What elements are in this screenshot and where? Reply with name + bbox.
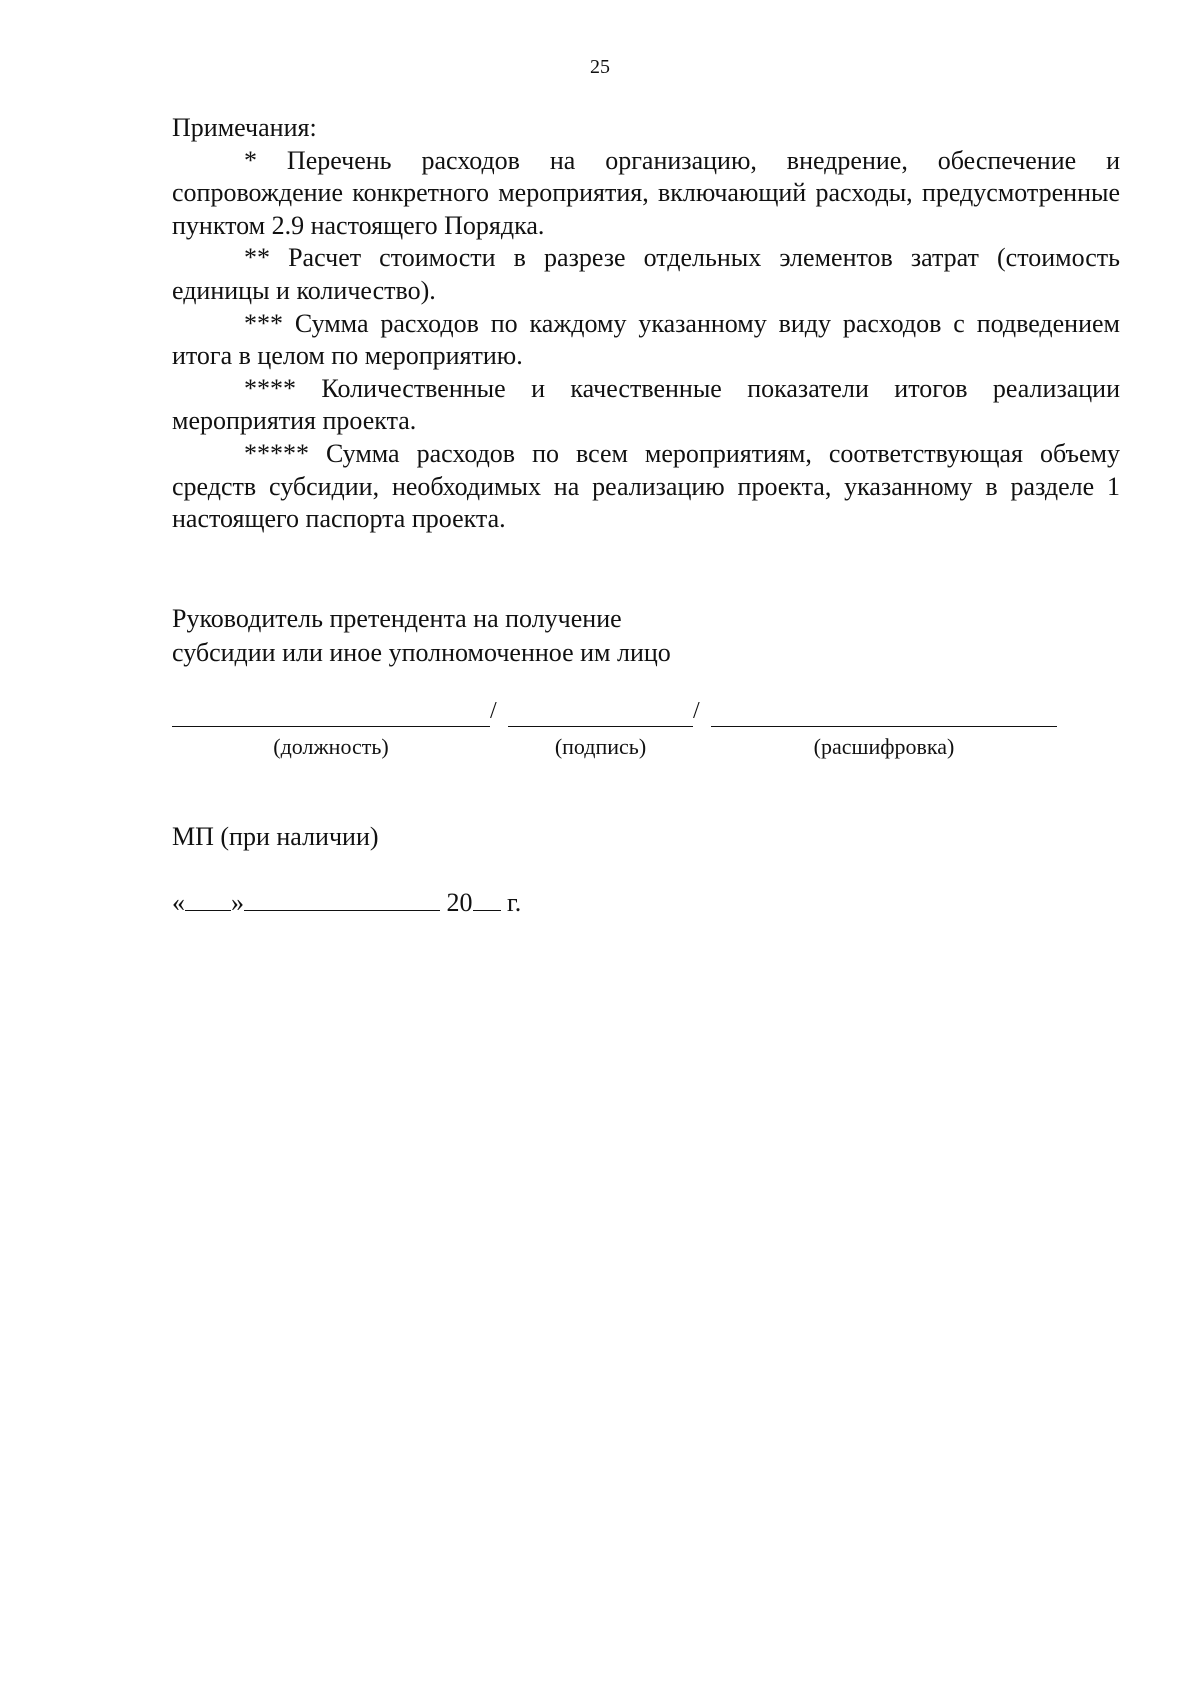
position-caption: (должность) bbox=[273, 734, 389, 759]
note-item: **** Количественные и качественные показатели итогов реализации мероприятия проекта. bbox=[172, 373, 1120, 436]
date-open-quote: « bbox=[172, 888, 185, 917]
year-suffix: г. bbox=[507, 888, 522, 917]
signer-line-2: субсидии или иное уполномоченное им лицо bbox=[172, 638, 671, 667]
decoding-blank-line bbox=[711, 726, 1057, 727]
signature-caption: (подпись) bbox=[554, 734, 647, 759]
date-close-quote: » bbox=[231, 888, 244, 917]
signature-row bbox=[172, 694, 1112, 764]
day-blank bbox=[185, 888, 231, 911]
signature-blank-line bbox=[508, 726, 693, 727]
separator-slash: / bbox=[693, 698, 700, 724]
position-blank-line bbox=[172, 726, 490, 727]
year-prefix: 20 bbox=[446, 888, 473, 917]
decoding-caption: (расшифровка) bbox=[813, 734, 955, 759]
signer-line-1: Руководитель претендента на получение bbox=[172, 604, 622, 633]
notes-section bbox=[172, 112, 1120, 536]
note-item: ***** Сумма расходов по всем мероприятиям, соответствующая объему средств субсидии, необходимых на реализацию проекта, указанному в разделе 1 настоящего паспорта проекта. bbox=[172, 438, 1120, 534]
year-blank bbox=[473, 888, 501, 911]
month-blank bbox=[244, 888, 440, 911]
signer-block bbox=[172, 602, 671, 670]
notes-title: Примечания: bbox=[172, 113, 317, 142]
separator-slash: / bbox=[490, 698, 497, 724]
note-item: ** Расчет стоимости в разрезе отдельных элементов затрат (стоимость единицы и количество). bbox=[172, 243, 1120, 305]
page-number: 25 bbox=[590, 56, 610, 78]
note-item: * Перечень расходов на организацию, внедрение, обеспечение и сопровождение конкретного мероприятия, включающий расходы, предусмотренные пунктом 2.9 настоящего Порядка. bbox=[172, 145, 1120, 240]
note-item: *** Сумма расходов по каждому указанному виду расходов с подведением итога в целом по мероприятию. bbox=[172, 308, 1120, 371]
date-line bbox=[172, 888, 521, 918]
stamp-label: МП (при наличии) bbox=[172, 822, 379, 851]
